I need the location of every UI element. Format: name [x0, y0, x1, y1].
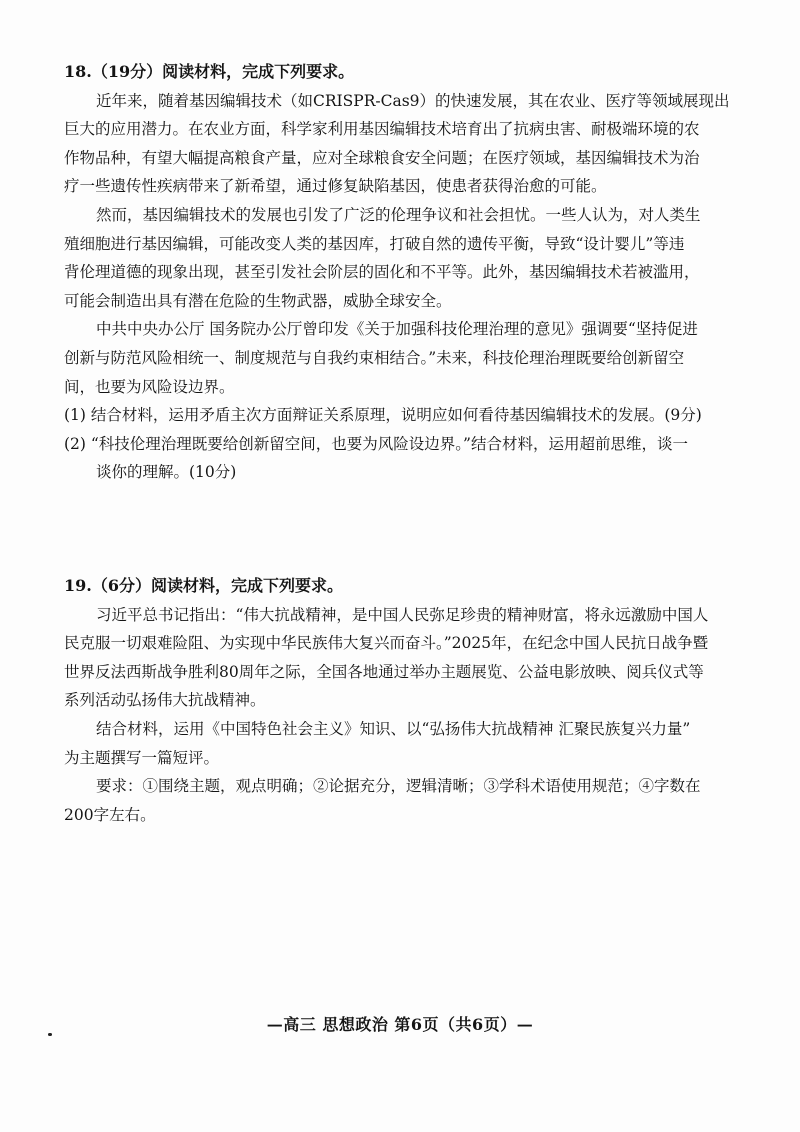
q18-material-paragraph-1 — [64, 87, 730, 201]
q19-material-paragraph-1 — [64, 601, 710, 715]
text-line: 可能会制造出具有潜在危险的生物武器，威胁全球安全。 — [64, 291, 452, 310]
text-line: 作物品种，有望大幅提高粮食产量，应对全球粮食安全问题；在医疗领域，基因编辑技术为治 — [64, 148, 700, 167]
text-line: 世界反法西斯战争胜利80周年之际，全国各地通过举办主题展览、公益电影放映、阅兵仪式等 — [64, 662, 704, 681]
question-19-header: 19.（6分）阅读材料，完成下列要求。 — [64, 576, 343, 595]
question-19 — [64, 572, 710, 829]
q18-sub-question-2-continued: 谈你的理解。(10分) — [96, 463, 237, 482]
text-line: 背伦理道德的现象出现，甚至引发社会阶层的固化和不平等。此外，基因编辑技术若被滥用， — [64, 263, 700, 282]
text-line: 疗一些遗传性疾病带来了新希望，通过修复缺陷基因，使患者获得治愈的可能。 — [64, 177, 607, 196]
text-line: 要求：①围绕主题，观点明确；②论据充分，逻辑清晰；③学科术语使用规范；④字数在 — [96, 777, 701, 796]
text-line: 殖细胞进行基因编辑，可能改变人类的基因库，打破自然的遗传平衡，导致“设计婴儿”等违 — [64, 234, 685, 253]
text-line: 间，也要为风险设边界。 — [64, 377, 235, 396]
text-line: 中共中央办公厅 国务院办公厅曾印发《关于加强科技伦理治理的意见》强调要“坚持促进 — [96, 320, 698, 339]
q18-sub-question-1: (1) 结合材料，运用矛盾主次方面辩证关系原理，说明应如何看待基因编辑技术的发展。(9分) — [64, 406, 702, 425]
q19-requirements-paragraph — [64, 772, 710, 829]
text-line: 巨大的应用潜力。在农业方面，科学家利用基因编辑技术培育出了抗病虫害、耐极端环境的农 — [64, 120, 700, 139]
scan-speck — [48, 1033, 52, 1036]
question-18-header: 18.（19分）阅读材料，完成下列要求。 — [64, 62, 355, 81]
text-line: 200字左右。 — [64, 805, 156, 824]
text-line: 创新与防范风险相统一、制度规范与自我约束相结合。”未来，科技伦理治理既要给创新留空 — [64, 348, 685, 367]
question-18 — [64, 58, 730, 487]
q18-material-paragraph-3 — [64, 315, 710, 401]
q18-material-paragraph-2 — [64, 201, 710, 315]
page-footer: —高三 思想政治 第6页（共6页）— — [266, 1015, 534, 1034]
text-line: 结合材料，运用《中国特色社会主义》知识、以“弘扬伟大抗战精神 汇聚民族复兴力量” — [96, 719, 691, 738]
text-line: 近年来，随着基因编辑技术（如CRISPR-Cas9）的快速发展，其在农业、医疗等领域展现出 — [96, 91, 730, 110]
text-line: 然而，基因编辑技术的发展也引发了广泛的伦理争议和社会担忧。一些人认为，对人类生 — [96, 205, 701, 224]
q18-sub-question-2: (2) “科技伦理治理既要给创新留空间，也要为风险设边界。”结合材料，运用超前思维，谈一 — [64, 434, 688, 453]
text-line: 为主题撰写一篇短评。 — [64, 748, 220, 767]
q19-task-paragraph — [64, 715, 710, 772]
text-line: 民克服一切艰难险阻、为实现中华民族伟大复兴而奋斗。”2025年，在纪念中国人民抗日战争暨 — [64, 634, 709, 653]
text-line: 习近平总书记指出：“伟大抗战精神，是中国人民弥足珍贵的精神财富，将永远激励中国人 — [96, 605, 709, 624]
text-line: 系列活动弘扬伟大抗战精神。 — [64, 691, 266, 710]
